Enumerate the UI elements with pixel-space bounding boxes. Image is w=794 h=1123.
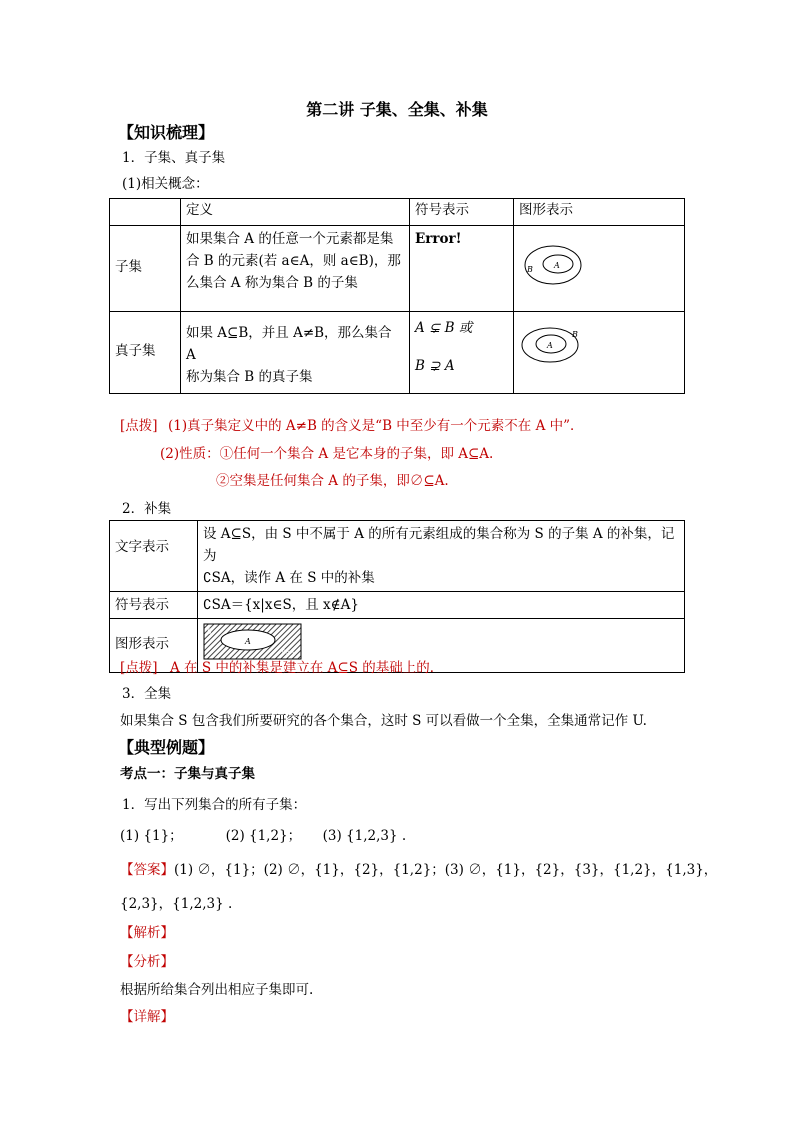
subset-def-line1: 如果集合 A 的任意一个元素都是集: [186, 231, 394, 247]
table-header-symbol: 符号表示: [410, 199, 514, 226]
subset-definition: [181, 226, 410, 312]
universe-label-s: S: [207, 628, 212, 636]
fenxi-text: 根据所给集合列出相应子集即可.: [120, 982, 314, 998]
section-heading-knowledge: 【知识梳理】: [118, 123, 215, 142]
answer-line-1: [120, 858, 717, 878]
proper-def-line1: 如果 A⊆B，并且 A≠B，那么集合 A: [186, 325, 392, 363]
tip-text-2: A 在 S 中的补集是建立在 A⊆S 的基础上的．: [170, 660, 444, 676]
tip-text-1b: (2)性质：①任何一个集合 A 是它本身的子集，即 A⊆A.: [160, 446, 494, 462]
analysis-label: 【解析】: [120, 925, 174, 941]
proper-subset-symbol: [410, 312, 514, 394]
subset-symbol: Error!: [410, 226, 514, 312]
row-label-text: 文字表示: [110, 521, 198, 592]
tip-text-1a: (1)真子集定义中的 A≠B 的含义是“B 中至少有一个元素不在 A 中”．: [168, 418, 584, 434]
table-header-definition: 定义: [181, 199, 410, 226]
inner-label-a: A: [554, 261, 560, 270]
proper-symbol-line2: B ⊋ A: [415, 358, 455, 374]
complement-label: ∁SA: [282, 649, 295, 656]
subset-def-line3: 么集合 A 称为集合 B 的子集: [186, 275, 358, 291]
subset-table: [109, 198, 685, 394]
row-label-symbol: 符号表示: [110, 592, 198, 619]
fenxi-label: 【分析】: [120, 954, 174, 970]
item-subset-heading: 1．子集、真子集: [122, 150, 226, 166]
complement-table: [109, 520, 685, 673]
table-header-empty: [110, 199, 181, 226]
row-label-figure: 图形表示: [110, 619, 198, 673]
row-label-subset: 子集: [110, 226, 181, 312]
tip-label-2: [点拨]: [120, 660, 158, 676]
item-complement-heading: 2．补集: [122, 501, 172, 517]
item-universal-heading: 3．全集: [122, 686, 172, 702]
proper-symbol-line1: A ⊊ B 或: [415, 320, 473, 336]
outer-label-b: B: [572, 330, 578, 339]
proper-def-line2: 称为集合 B 的真子集: [186, 369, 313, 385]
proper-subset-figure-cell: [514, 312, 685, 394]
subset-figure-cell: [514, 226, 685, 312]
tip-text-1c: ②空集是任何集合 A 的子集，即∅⊆A.: [216, 473, 449, 489]
subset-def-line2: 合 B 的元素(若 a∈A，则 a∈B)，那: [186, 253, 401, 269]
proper-subset-definition: [181, 312, 410, 394]
row-label-proper-subset: 真子集: [110, 312, 181, 394]
section-heading-examples: 【典型例题】: [118, 738, 215, 757]
complement-def-line1: 设 A⊆S，由 S 中不属于 A 的所有元素组成的集合称为 S 的子集 A 的补集，记为: [203, 526, 675, 564]
page-title: 第二讲 子集、全集、补集: [306, 100, 488, 119]
detail-label: 【详解】: [120, 1009, 174, 1025]
table-row-proper-subset: [110, 312, 685, 394]
table-row-subset: [110, 226, 685, 312]
subset-venn-diagram: [514, 226, 634, 304]
universal-set-text: 如果集合 S 包含我们所要研究的各个集合，这时 S 可以看做一个全集，全集通常记作 U.: [120, 713, 647, 729]
table-header-figure: 图形表示: [514, 199, 685, 226]
complement-symbol-value: ∁SA＝{x|x∈S，且 x∉A}: [198, 592, 685, 619]
tip-label-1: [点拨]: [120, 418, 158, 434]
table-row-text: [110, 521, 685, 592]
complement-text-definition: [198, 521, 685, 592]
question-1: 1．写出下列集合的所有子集：: [122, 797, 307, 813]
point-heading-1: 考点一：子集与真子集: [120, 766, 255, 782]
answer-line-2: {2,3}，{1,2,3} .: [120, 896, 233, 912]
inner-label-a: A: [547, 341, 553, 350]
outer-label-b: B: [527, 265, 533, 274]
table-row-symbol: [110, 592, 685, 619]
answer-content-1: (1) ∅，{1}；(2) ∅，{1}，{2}，{1,2}；(3) ∅，{1}，{2}，{3}，{1,2}，{1,3}，: [174, 862, 718, 878]
complement-def-line2: ∁SA，读作 A 在 S 中的补集: [203, 570, 375, 586]
set-label-a: A: [245, 637, 251, 646]
question-1-parts: (1) {1}； (2) {1,2}； (3) {1,2,3} .: [120, 828, 407, 844]
proper-subset-venn-diagram: [514, 312, 634, 386]
answer-label: 【答案】: [120, 862, 174, 878]
related-concepts-label: (1)相关概念：: [122, 176, 209, 192]
